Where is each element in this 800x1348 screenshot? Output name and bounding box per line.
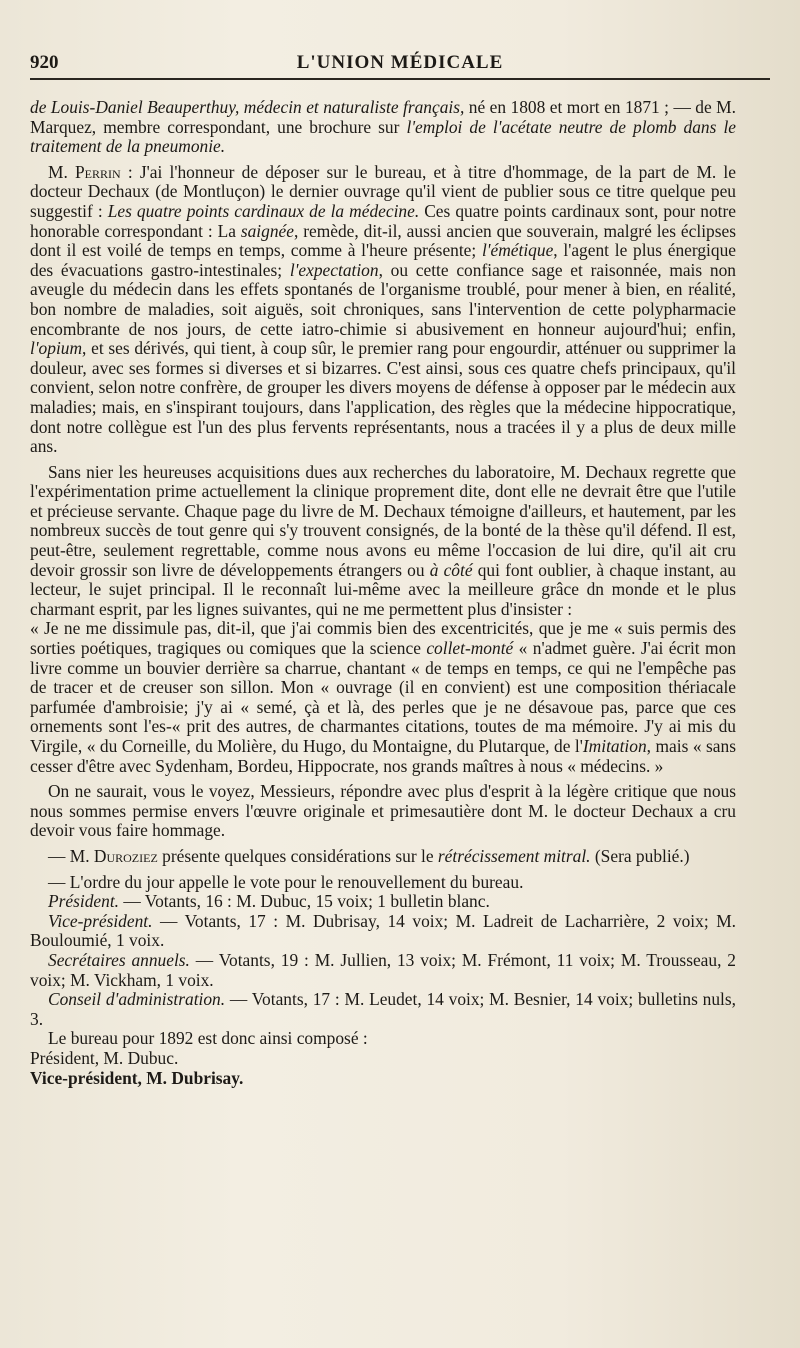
paragraph-ordre-du-jour: — L'ordre du jour appelle le vote pour le renouvellement du bureau. (48, 871, 524, 892)
paragraph-perrin (30, 163, 736, 457)
text: , remède, dit-il, aussi ancien que souverain, malgré les éclipses dont il est voilé de temps en temps, comme à l'heure présente; (30, 220, 736, 261)
vote-result: — Votants, 19 : M. Jullien, 13 voix; M. Frémont, 11 voix; M. Trousseau, 2 voix; M. Vickham, 1 voix. (30, 949, 736, 990)
text: Ces quatre points cardinaux sont, pour notre honorable correspondant : La (30, 200, 736, 241)
italic-text: l'expectation (289, 259, 379, 280)
text: qui font oublier, à chaque instant, au lecteur, le sujet principal. Il le reconnaît lui-même avec la meilleure grâce dn monde et le plus charmant esprit, par les lignes suivantes, qui ne me permettent plus d'insister : (30, 559, 736, 619)
bureau-vice-president: Vice-président, M. Dubrisay. (30, 1067, 244, 1088)
vote-president (30, 892, 736, 912)
article-body (30, 98, 736, 1088)
vote-result: — Votants, 17 : M. Dubrisay, 14 voix; M. Ladreit de Lacharrière, 2 voix; M. Bouloumié, 1 voix. (30, 910, 736, 951)
text: né en 1808 et mort en 1871 ; — de M. Marquez, membre correspondant, une brochure sur (30, 97, 736, 137)
text: présente quelques considérations sur le (157, 845, 438, 866)
vote-result: — Votants, 17 : M. Leudet, 14 voix; M. Besnier, 14 voix; bulletins nuls, 3. (30, 989, 736, 1029)
text: : J'ai l'honneur de déposer sur le bureau, et à titre d'hommage, de la part de M. le docteur Dechaux (de Montluçon) le dernier ouvrage qu'il vient de publier sous ce titre quelque peu suggestif : (30, 161, 736, 221)
text: Sans nier les heureuses acquisitions dues aux recherches du laboratoire, M. Dechaux regrette que l'expérimentation prime actuellement la clinique proprement dite, dont elle ne devrait être que l'utile et précieuse servante. Chaque page du livre de M. Dechaux témoigne d'ailleurs, et hautement, par les nombreux succès de tout genre qui s'y trouvent consignés, de la bonté de la thèse qu'il défend. Il est, peut-être, seulement regrettable, comme nous avons eu même l'occasion de lui dire, qu'il ait cru devoir grossir son livre de développements étrangers ou (30, 461, 736, 580)
running-header (30, 44, 770, 80)
vote-vice-president (30, 912, 736, 951)
paragraph-donations (30, 98, 736, 157)
italic-text: de Louis-Daniel Beauperthuy, médecin et naturaliste français, (30, 97, 465, 117)
paragraph-duroziez (30, 847, 736, 867)
vote-role: Vice-président. (48, 910, 153, 931)
paragraph-dechaux (30, 463, 736, 620)
quotation (30, 619, 736, 776)
italic-text: collet-monté (426, 638, 514, 659)
speaker-name: M. Perrin (48, 161, 121, 182)
speaker-name: Duroziez (93, 845, 158, 866)
text: « Je ne me dissimule pas, dit-il, que j'ai commis bien des excentricités, que je me « suis permis des sorties poétiques, tragiques ou comiques que la science (30, 618, 736, 659)
book-title: Les quatre points cardinaux de la médecine. (107, 200, 420, 221)
vote-role: Secrétaires annuels. (48, 949, 190, 970)
vote-secretaires (30, 951, 736, 990)
italic-text: l'emploi de l'acétate neutre de plomb dans le traitement de la pneumonie. (30, 116, 736, 157)
text: , mais « sans cesser d'être avec Sydenham, Bordeu, Hippocrate, nos grands maîtres à nous « médecins. » (30, 736, 736, 776)
bureau-intro: Le bureau pour 1892 est donc ainsi composé : (48, 1028, 368, 1049)
text: , l'agent le plus énergique des évacuations gastro-intestinales; (30, 240, 736, 280)
vote-role: Conseil d'administration. (48, 989, 226, 1010)
text: (Sera publié.) (590, 845, 690, 866)
italic-text: à côté (429, 559, 473, 580)
vote-result: — Votants, 16 : M. Dubuc, 15 voix; 1 bulletin blanc. (119, 891, 490, 912)
italic-text: Imitation (582, 736, 647, 756)
text: — M. (48, 845, 94, 866)
italic-text: saignée (240, 220, 294, 241)
text: « n'admet guère. J'ai écrit mon livre comme un bouvier derrière sa charrue, chantant « de temps en temps, ce qui ne l'empêche pas de tracer et de creuser son sillon. Mon « ouvrage (il en convient) est une composition thériacale parfumée d'ambroisie; j'y ai « semé, çà et là, des perles que je ne désavoue pas, parce que ces ornements sont l'es-« prit des autres, de charmantes citations, toutes de ma mémoire. J'y ai mis du Virgile, « du Corneille, du Molière, du Hugo, du Montaigne, du Plutarque, de l' (30, 638, 736, 756)
vote-conseil (30, 990, 736, 1029)
italic-text: l'émétique (481, 240, 554, 261)
page-number: 920 (30, 52, 59, 73)
text: , ou cette confiance sage et raisonnée, mais non aveugle du médecin dans les effets spontanés de l'organisme troublé, pour mener à bien, en réalité, bon nombre de maladies, soit aiguës, soit chroniques, sans l'intervention de cette polypharmacie encombrante de nos jours, de cette iatro-chimie si abusivement en honneur aujourd'hui; enfin, (30, 259, 736, 339)
journal-title: L'UNION MÉDICALE (296, 52, 504, 73)
paragraph-conclusion: On ne saurait, vous le voyez, Messieurs, répondre avec plus d'esprit à la légère critique que nous nous sommes permise envers l'œuvre originale et primesautière dont M. le docteur Dechaux a cru devoir vous faire hommage. (30, 781, 736, 841)
italic-text: rétrécissement mitral. (437, 845, 591, 866)
bureau-president: Président, M. Dubuc. (30, 1047, 179, 1068)
vote-role: Président. (48, 891, 119, 912)
italic-text: l'opium (30, 338, 83, 359)
text: , et ses dérivés, qui tient, à coup sûr, le premier rang pour engourdir, atténuer ou supprimer la douleur, avec ses formes si diverses et si bizarres. C'est ainsi, sous ces quatre chefs principaux, qu'il convient, selon notre confrère, de grouper les divers moyens de défense à opposer par le médecin aux maladies; mais, en s'inspirant toujours, dans l'application, des règles que la médecine hippocratique, dont notre collègue est l'un des plus fervents représentants, nous a tracées il y a plus de deux mille ans. (30, 338, 736, 457)
